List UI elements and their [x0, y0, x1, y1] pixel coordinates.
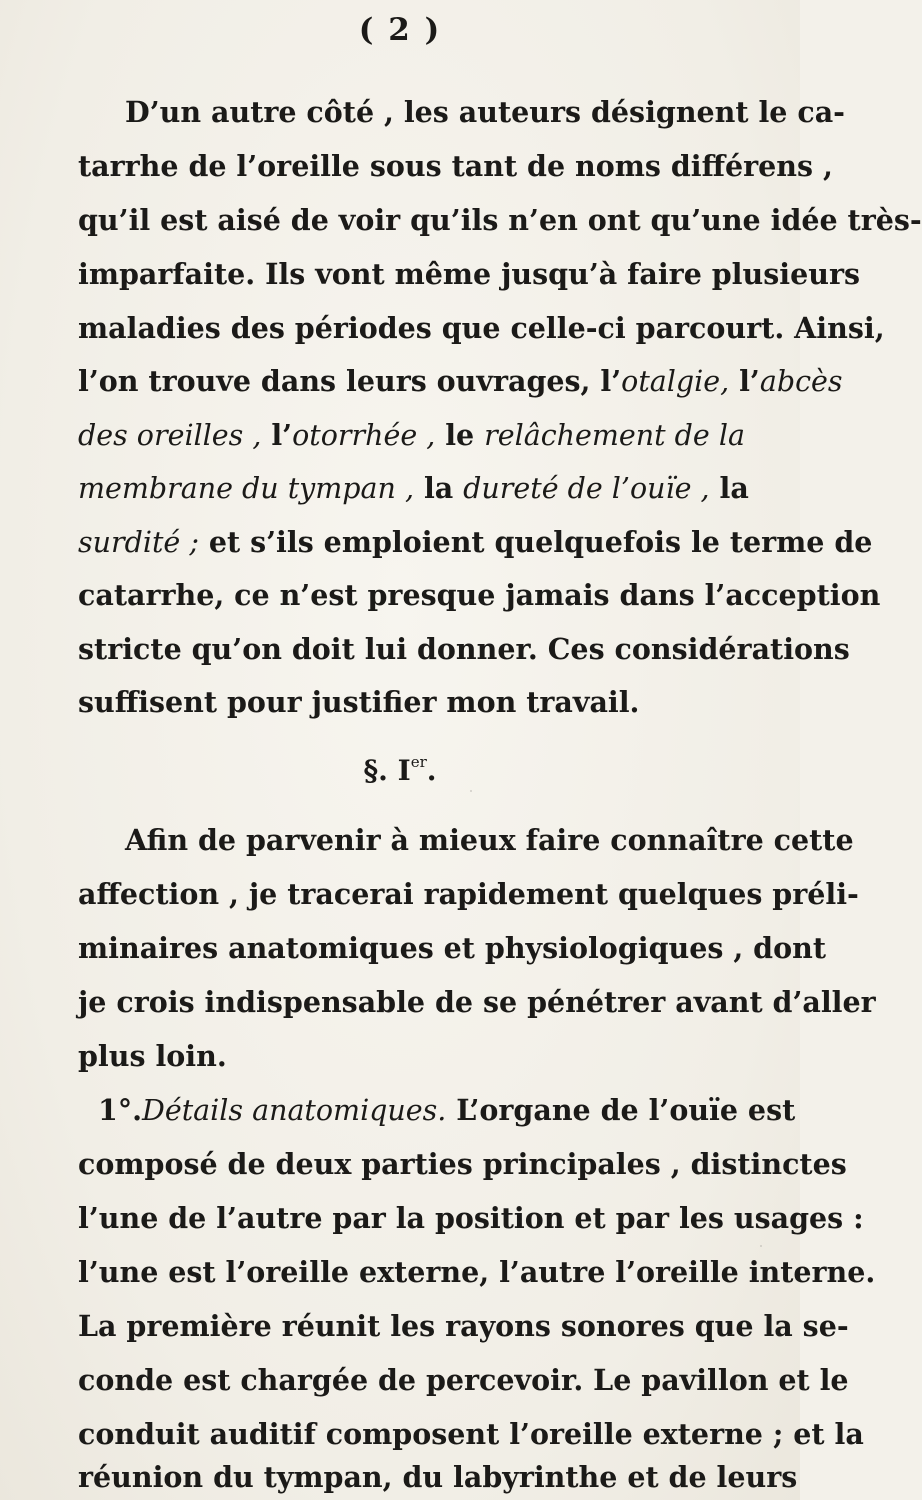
- text-line: conde est chargée de percevoir. Le pavillon et le: [78, 1363, 849, 1397]
- text-line: stricte qu’on doit lui donner. Ces considérations: [78, 632, 850, 666]
- text-line: l’une est l’oreille externe, l’autre l’oreille interne.: [78, 1255, 876, 1289]
- text-line: imparfaite. Ils vont même jusqu’à faire plusieurs: [78, 257, 861, 291]
- italic-term: surdité ;: [78, 526, 199, 559]
- page-number: ( 2 ): [358, 12, 442, 48]
- paper-speck: [470, 790, 472, 792]
- text-line: La première réunit les rayons sonores que la se-: [78, 1309, 849, 1343]
- italic-term: relâchement de la: [484, 419, 745, 452]
- text-line: Afin de parvenir à mieux faire connaître cette: [125, 823, 854, 857]
- text-line: des oreilles , l’otorrhée , le relâchement de la: [78, 418, 745, 452]
- text-line: plus loin.: [78, 1039, 227, 1073]
- italic-heading: Détails anatomiques.: [142, 1094, 447, 1127]
- text-line: tarrhe de l’oreille sous tant de noms différens ,: [78, 149, 833, 183]
- text-line: membrane du tympan , la dureté de l’ouïe , la: [78, 471, 749, 505]
- text-line: l’une de l’autre par la position et par les usages :: [78, 1201, 864, 1235]
- italic-term: membrane du tympan ,: [78, 472, 415, 505]
- text-line: composé de deux parties principales , distinctes: [78, 1147, 847, 1181]
- text-line: minaires anatomiques et physiologiques , dont: [78, 931, 826, 965]
- section-heading: §. Ier.: [363, 753, 437, 787]
- item-number: 1°.: [98, 1093, 143, 1127]
- text-line: qu’il est aisé de voir qu’ils n’en ont qu’une idée très-: [78, 203, 922, 237]
- text-line: D’un autre côté , les auteurs désignent le ca-: [125, 95, 846, 129]
- italic-term: abcès: [759, 365, 843, 398]
- text-line: 1°.Détails anatomiques. L’organe de l’ouïe est: [98, 1093, 796, 1127]
- italic-term: otalgie,: [621, 365, 730, 398]
- italic-term: dureté de l’ouïe ,: [463, 472, 710, 505]
- italic-term: des oreilles ,: [78, 419, 262, 452]
- text-line: catarrhe, ce n’est presque jamais dans l’acception: [78, 578, 881, 612]
- text-line: surdité ; et s’ils emploient quelquefois le terme de: [78, 525, 873, 559]
- paper-speck: [735, 1380, 738, 1383]
- text-line: l’on trouve dans leurs ouvrages, l’otalgie, l’abcès: [78, 364, 843, 398]
- text-line: affection , je tracerai rapidement quelques préli-: [78, 877, 859, 911]
- paper-speck: [760, 1245, 762, 1247]
- italic-term: otorrhée ,: [292, 419, 436, 452]
- text-line: conduit auditif composent l’oreille externe ; et la: [78, 1417, 864, 1451]
- text-line: réunion du tympan, du labyrinthe et de leurs: [78, 1460, 798, 1494]
- text-line: maladies des périodes que celle-ci parcourt. Ainsi,: [78, 311, 885, 345]
- text-line: suffisent pour justifier mon travail.: [78, 685, 640, 719]
- text-line: je crois indispensable de se pénétrer avant d’aller: [78, 985, 876, 1019]
